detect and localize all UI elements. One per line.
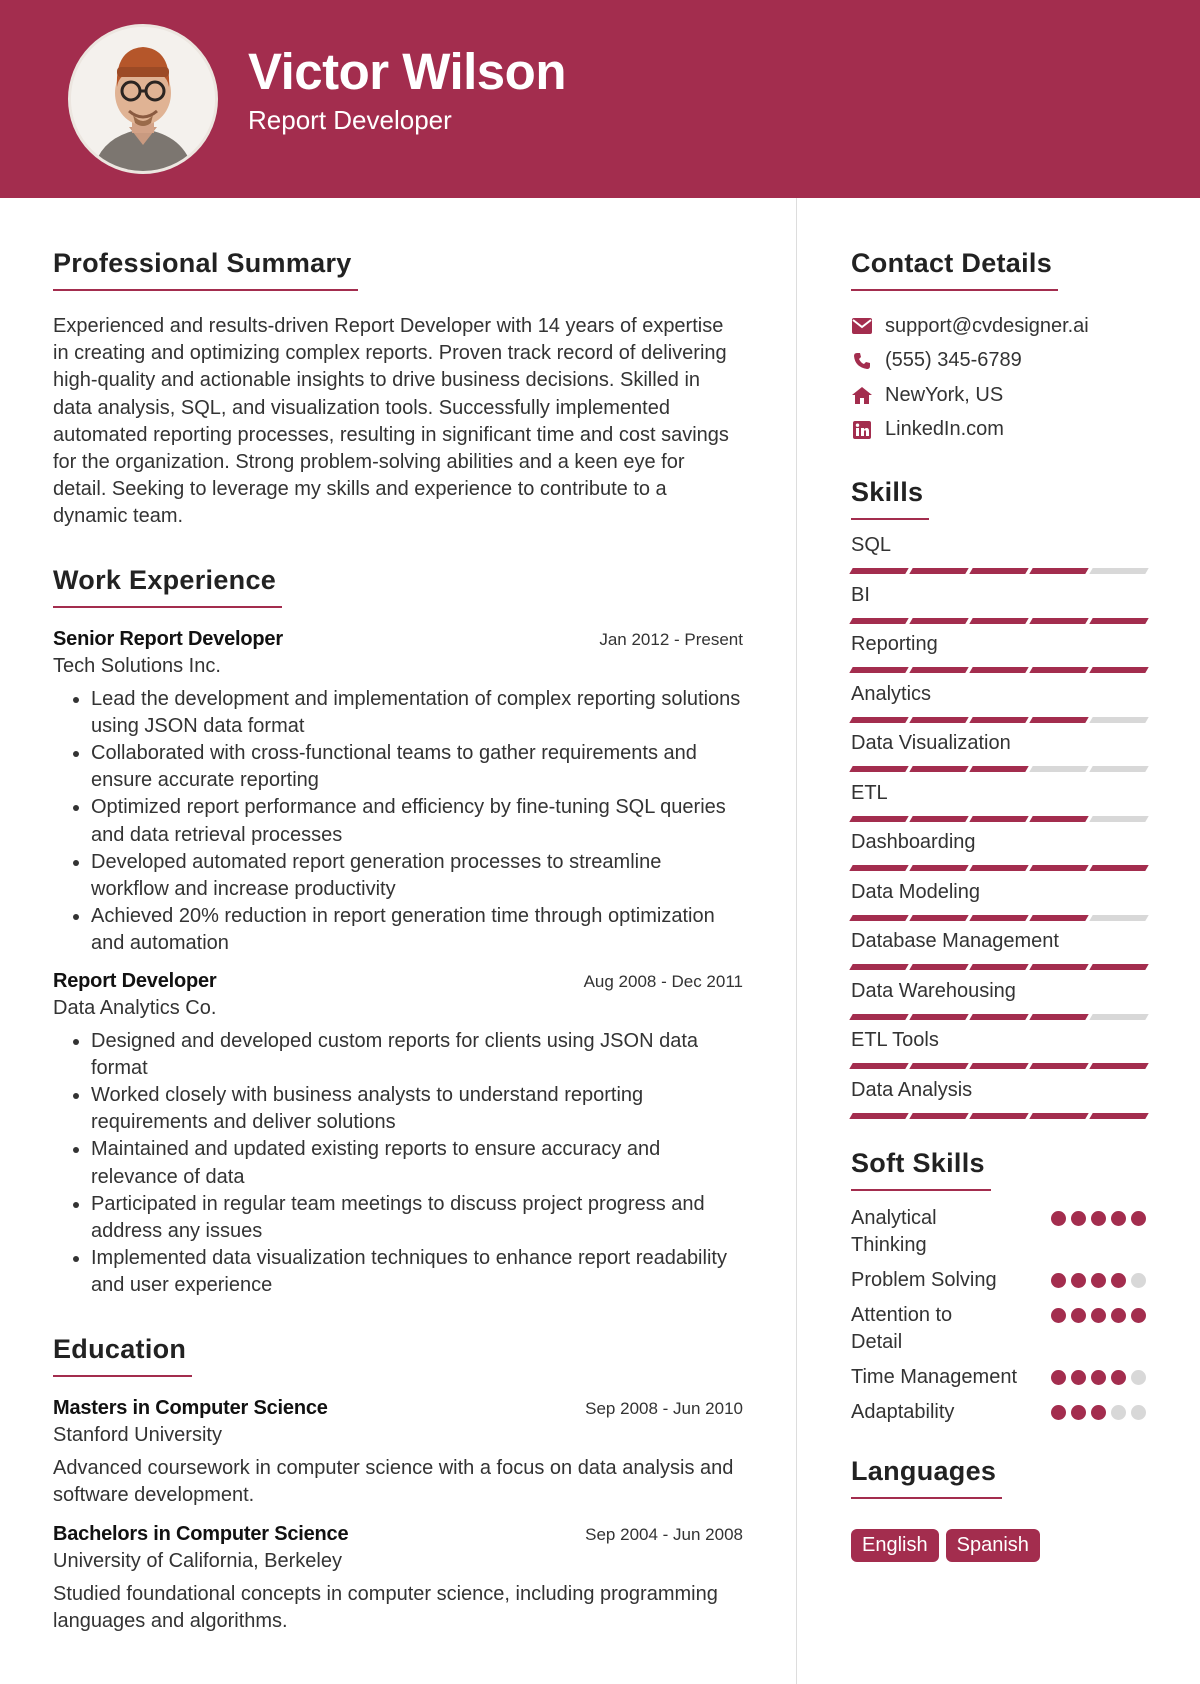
skill-level-segment [849,1113,908,1119]
skill-level-segment [969,667,1028,673]
skills-section [851,477,1146,1128]
skill-name: Analytics [851,682,932,705]
skill-level-segment [1089,717,1148,723]
rating-dot [1111,1370,1126,1385]
skill-name: SQL [851,534,892,556]
skill-name: Dashboarding [851,831,976,853]
language-badge: Spanish [946,1529,1040,1562]
skill-level-bar [851,618,1147,624]
skill-item [851,782,1146,832]
skill-level-segment [1029,717,1088,723]
skill-level-segment [909,816,968,822]
rating-dot [1111,1308,1126,1323]
job-bullets [53,1028,743,1300]
education-heading: Education [53,1334,192,1377]
skill-level-segment [969,568,1028,574]
skill-item [851,633,1146,683]
skill-level-bar [851,667,1147,673]
contact-phone-text: (555) 345-6789 [885,349,1022,372]
job-bullet: • Maintained and updated existing reports to ensure accuracy and relevance of data [91,1136,743,1190]
rating-dot [1071,1308,1086,1323]
contact-email[interactable] [851,309,1146,344]
skill-name: Data Visualization [851,732,1011,754]
job-company: Tech Solutions Inc. [53,654,221,677]
skill-name: Data Modeling [851,880,980,903]
school-name: University of California, Berkeley [53,1550,342,1573]
skill-level-segment [1029,865,1088,871]
soft-skill-name: Adaptability [851,1401,955,1423]
school-name: Stanford University [53,1423,222,1446]
rating-dot [1131,1370,1146,1385]
job-company: Data Analytics Co. [53,996,217,1019]
skill-level-segment [1089,766,1148,772]
summary-text: Experienced and results-driven Report Developer with 14 years of expertise in creating and optimizing complex reports. Proven track record of delivering high-quality and actionable insights to drive business decisions. Skilled in data analysis, SQL, and visualization tools. Successfully implemented automated reporting processes, resulting in significant time and cost savings for the organization. Strong problem-solving abilities and a keen eye for detail. Seeking to leverage my skills and experience to contribute to a dynamic team. [53,315,729,528]
linkedin-icon [851,419,873,441]
skill-item [851,980,1146,1030]
skill-level-segment [909,766,968,772]
rating-dot [1111,1211,1126,1226]
skill-name: Data Analysis [851,1078,973,1101]
rating-dot [1111,1273,1126,1288]
rating-dot [1091,1405,1106,1420]
skill-item [851,1079,1146,1129]
experience-heading: Work Experience [53,565,282,608]
job-bullet: • Achieved 20% reduction in report generation time through optimization and automation [91,903,743,957]
skill-level-segment [909,915,968,921]
job-bullet: • Implemented data visualization techniques to enhance report readability and user experience [91,1245,743,1299]
rating-dot [1071,1273,1086,1288]
degree-name: Masters in Computer Science [53,1396,328,1419]
skill-item [851,732,1146,782]
skill-level-segment [849,717,908,723]
skill-level-bar [851,568,1147,574]
avatar-illustration [71,27,215,171]
skill-name: ETL [851,781,888,804]
rating-dot [1051,1273,1066,1288]
soft-skills-list [851,1205,1146,1426]
soft-skill-item [851,1364,1146,1391]
skill-level-segment [969,1113,1028,1119]
skill-level-segment [1029,915,1088,921]
soft-skills-heading: Soft Skills [851,1148,991,1191]
skill-level-segment [1089,667,1148,673]
soft-skill-name: Problem Solving [851,1269,997,1291]
skill-level-segment [909,1063,968,1069]
summary-heading: Professional Summary [53,248,358,291]
contact-email-text: support@cvdesigner.ai [885,314,1089,337]
skill-level-segment [1029,964,1088,970]
skill-level-segment [849,865,908,871]
skill-level-segment [1029,568,1088,574]
resume-header [0,0,1200,198]
rating-dot [1071,1211,1086,1226]
sidebar-column [851,248,1146,1562]
skill-level-segment [1089,865,1148,871]
rating-dot [1091,1370,1106,1385]
soft-skill-rating [1051,1273,1146,1288]
skill-level-segment [969,717,1028,723]
job-bullet: • Collaborated with cross-functional teams to gather requirements and ensure accurate reporting [91,740,743,794]
skill-level-segment [909,568,968,574]
job-bullet: • Developed automated report generation processes to streamline workflow and increase productivity [91,849,743,903]
skill-level-segment [909,667,968,673]
skill-level-bar [851,1014,1147,1020]
soft-skill-item [851,1399,1146,1426]
rating-dot [1051,1370,1066,1385]
skill-level-segment [969,618,1028,624]
skill-level-segment [969,1014,1028,1020]
languages-section [851,1456,1146,1562]
rating-dot [1131,1405,1146,1420]
job-role: Report Developer [53,969,217,992]
education-description: Advanced coursework in computer science with a focus on data analysis and software development. [53,1456,734,1506]
rating-dot [1131,1211,1146,1226]
skill-level-segment [1029,766,1088,772]
candidate-name: Victor Wilson [248,43,566,100]
skill-level-segment [849,618,908,624]
education-dates: Sep 2004 - Jun 2008 [585,1525,743,1545]
skill-level-segment [1089,816,1148,822]
education-description: Studied foundational concepts in computer science, including programming languages and algorithms. [53,1583,718,1633]
soft-skill-item [851,1205,1146,1259]
rating-dot [1071,1405,1086,1420]
rating-dot [1091,1211,1106,1226]
skill-level-segment [1029,667,1088,673]
skill-level-bar [851,1063,1147,1069]
skill-level-bar [851,964,1147,970]
skill-level-segment [849,568,908,574]
skill-name: BI [851,583,870,606]
soft-skill-name: Analytical Thinking [851,1207,937,1256]
contact-linkedin[interactable] [851,413,1146,448]
soft-skill-rating [1051,1370,1146,1385]
soft-skill-name: Attention to Detail [851,1304,953,1353]
skill-level-bar [851,816,1147,822]
skill-level-bar [851,865,1147,871]
skill-level-segment [969,816,1028,822]
skill-level-segment [969,766,1028,772]
job-bullet: • Worked closely with business analysts to understand reporting requirements and deliver solutions [91,1082,743,1136]
rating-dot [1071,1370,1086,1385]
contact-heading: Contact Details [851,248,1058,291]
education-entry [53,1523,743,1635]
rating-dot [1051,1405,1066,1420]
skill-item [851,1029,1146,1079]
skill-level-segment [849,964,908,970]
skill-level-segment [1029,1014,1088,1020]
language-badge: English [851,1529,939,1562]
candidate-title: Report Developer [248,105,452,135]
degree-name: Bachelors in Computer Science [53,1523,349,1546]
job-bullet: • Optimized report performance and efficiency by fine-tuning SQL queries and data retrieval processes [91,794,743,848]
skill-level-segment [849,816,908,822]
skill-level-segment [1029,1063,1088,1069]
skill-item [851,930,1146,980]
job-entry [53,628,743,958]
skill-level-segment [969,1063,1028,1069]
soft-skill-name: Time Management [851,1366,1017,1388]
skill-level-bar [851,915,1147,921]
skill-level-segment [1089,568,1148,574]
rating-dot [1051,1211,1066,1226]
skill-level-segment [909,865,968,871]
job-bullet: • Lead the development and implementation of complex reporting solutions using JSON data format [91,686,743,740]
skill-level-bar [851,717,1147,723]
skill-name: Reporting [851,633,938,655]
skill-item [851,831,1146,881]
skill-item [851,584,1146,634]
soft-skill-rating [1051,1211,1146,1226]
home-icon [851,384,873,406]
skill-level-segment [849,1063,908,1069]
contact-section [851,248,1146,447]
skill-item [851,534,1146,584]
job-bullet: • Participated in regular team meetings to discuss project progress and address any issues [91,1191,743,1245]
job-bullets [53,686,743,958]
skills-list [851,534,1146,1128]
languages-list [851,1529,1146,1562]
education-section [53,1334,743,1636]
skill-level-segment [969,964,1028,970]
skill-level-segment [1029,816,1088,822]
skill-level-segment [969,915,1028,921]
rating-dot [1051,1308,1066,1323]
contact-location-text: NewYork, US [885,383,1004,406]
skill-level-segment [1089,915,1148,921]
skill-name: Data Warehousing [851,979,1016,1002]
contact-phone[interactable] [851,344,1146,379]
skill-level-segment [909,717,968,723]
job-dates: Aug 2008 - Dec 2011 [583,971,743,991]
rating-dot [1111,1405,1126,1420]
skill-level-segment [909,618,968,624]
main-column [53,248,743,1636]
skills-heading: Skills [851,477,929,520]
skill-level-bar [851,766,1147,772]
soft-skill-item [851,1302,1146,1356]
skill-name: ETL Tools [851,1029,939,1051]
skill-level-segment [1089,1014,1148,1020]
rating-dot [1131,1273,1146,1288]
contact-linkedin-text: LinkedIn.com [885,418,1004,441]
summary-section [53,248,743,531]
job-dates: Jan 2012 - Present [599,629,743,649]
skill-level-segment [1089,1063,1148,1069]
phone-icon [851,350,873,372]
soft-skills-section [851,1148,1146,1426]
skill-level-bar [851,1113,1147,1119]
skill-level-segment [1089,1113,1148,1119]
skill-level-segment [969,865,1028,871]
contact-location [851,378,1146,413]
skill-level-segment [909,964,968,970]
job-bullet: • Designed and developed custom reports for clients using JSON data format [91,1028,743,1082]
skill-level-segment [849,667,908,673]
skill-level-segment [909,1014,968,1020]
soft-skill-item [851,1267,1146,1294]
job-role: Senior Report Developer [53,627,283,650]
soft-skill-rating [1051,1308,1146,1323]
job-entry [53,970,743,1300]
skill-level-segment [1089,964,1148,970]
skill-level-segment [1029,618,1088,624]
skill-level-segment [1089,618,1148,624]
profile-photo [68,24,218,174]
rating-dot [1131,1308,1146,1323]
skill-item [851,683,1146,733]
column-divider [796,198,797,1684]
experience-section [53,565,743,1300]
envelope-icon [851,315,873,337]
education-dates: Sep 2008 - Jun 2010 [585,1398,743,1418]
skill-level-segment [909,1113,968,1119]
rating-dot [1091,1308,1106,1323]
skill-level-segment [1029,1113,1088,1119]
skill-item [851,881,1146,931]
soft-skill-rating [1051,1405,1146,1420]
skill-level-segment [849,915,908,921]
skill-level-segment [849,1014,908,1020]
skill-level-segment [849,766,908,772]
education-entry [53,1397,743,1509]
languages-heading: Languages [851,1456,1002,1499]
rating-dot [1091,1273,1106,1288]
skill-name: Database Management [851,930,1059,952]
